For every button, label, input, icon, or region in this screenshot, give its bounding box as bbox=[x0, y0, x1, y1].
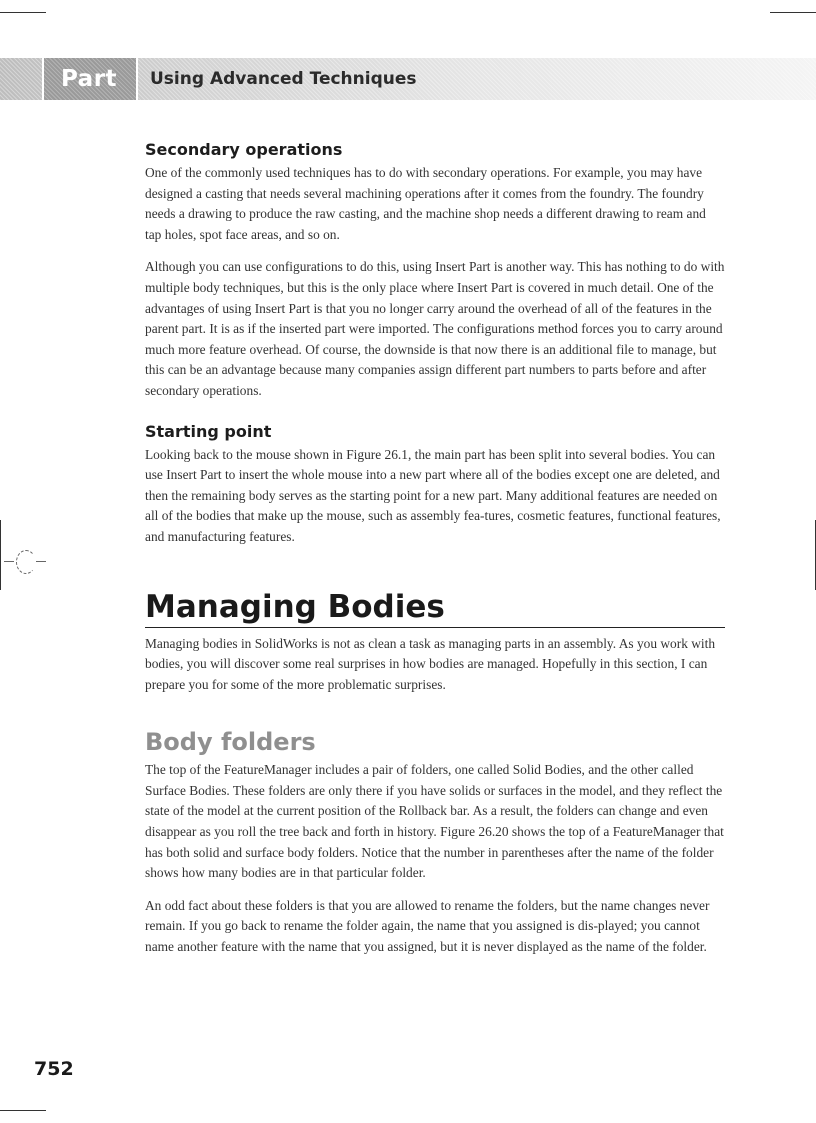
registration-mark-icon bbox=[4, 550, 48, 576]
crop-mark-left bbox=[0, 520, 1, 590]
crop-mark-bottom-left bbox=[0, 1110, 46, 1111]
part-label: Part VI bbox=[60, 66, 118, 130]
crop-mark-top-right bbox=[770, 12, 816, 13]
heading-starting-point: Starting point bbox=[145, 421, 272, 441]
paragraph-secondary-ops-2: Although you can use configurations to do this, using Insert Part is another way. This has nothing to do with multiple body techniques, but this is the only place where Insert Part is covered in much detail. One of the advantages of using Insert Part is that you no longer carry around the overhead of all of the features in the parent part. It is as if the inserted part were imported. The configurations method forces you to carry around much more feature overhead. Of course, the downside is that now there is an additional file to manage, but this can be an advantage because many companies assign different part numbers to parts before and after secondary operations. bbox=[145, 259, 725, 398]
heading-managing-bodies: Managing Bodies bbox=[145, 588, 725, 628]
paragraph-secondary-ops-1: One of the commonly used techniques has to do with secondary operations. For example, you may have designed a casting that needs several machining operations after it comes from the foundry. The foundry needs a drawing to produce the raw casting, and the machine shop needs a different drawing to ream and tap holes, spot face areas, and so on. bbox=[145, 165, 706, 242]
paragraph-body-folders-1: The top of the FeatureManager includes a pair of folders, one called Solid Bodies, and the other called Surface Bodies. These folders are only there if you have solids or surfaces in the model, and they reflect the state of the model at the current position of the Rollback bar. As a result, the folders can change and even disappear as you roll the tree back and forth in history. Figure 26.20 shows the top of a FeatureManager that has both solid and surface body folders. Notice that the number in parentheses after the name of the folder shows how many bodies are in that particular folder. bbox=[145, 762, 724, 881]
part-title: Using Advanced Techniques bbox=[150, 69, 417, 89]
paragraph-managing-bodies: Managing bodies in SolidWorks is not as clean a task as managing parts in an assembly. As you work with bodies, you will discover some real surprises in how bodies are managed. Hopefully in this section, I can prepare you for some of the more problematic surprises. bbox=[145, 635, 716, 692]
paragraph-starting-point: Looking back to the mouse shown in Figure 26.1, the main part has been split into several bodies. You can use Insert Part to insert the whole mouse into a new part where all of the bodies except one are deleted, and then the remaining body serves as the starting point for a new part. Many additional features are needed on all of the bodies that make up the mouse, such as assembly fea-tures, cosmetic features, functional features, and manufacturing features. bbox=[145, 446, 721, 544]
page-content bbox=[145, 140, 725, 970]
crop-mark-top-left bbox=[0, 12, 46, 13]
heading-body-folders: Body folders bbox=[145, 728, 316, 757]
heading-secondary-operations: Secondary operations bbox=[145, 140, 343, 159]
paragraph-body-folders-2: An odd fact about these folders is that you are allowed to rename the folders, but the name changes never remain. If you go back to rename the folder again, the name that you assigned is dis-played; you cannot name another feature with the name that you assigned, but it is never displayed as the name of the folder. bbox=[145, 897, 710, 955]
page-number: 752 bbox=[34, 1058, 74, 1080]
